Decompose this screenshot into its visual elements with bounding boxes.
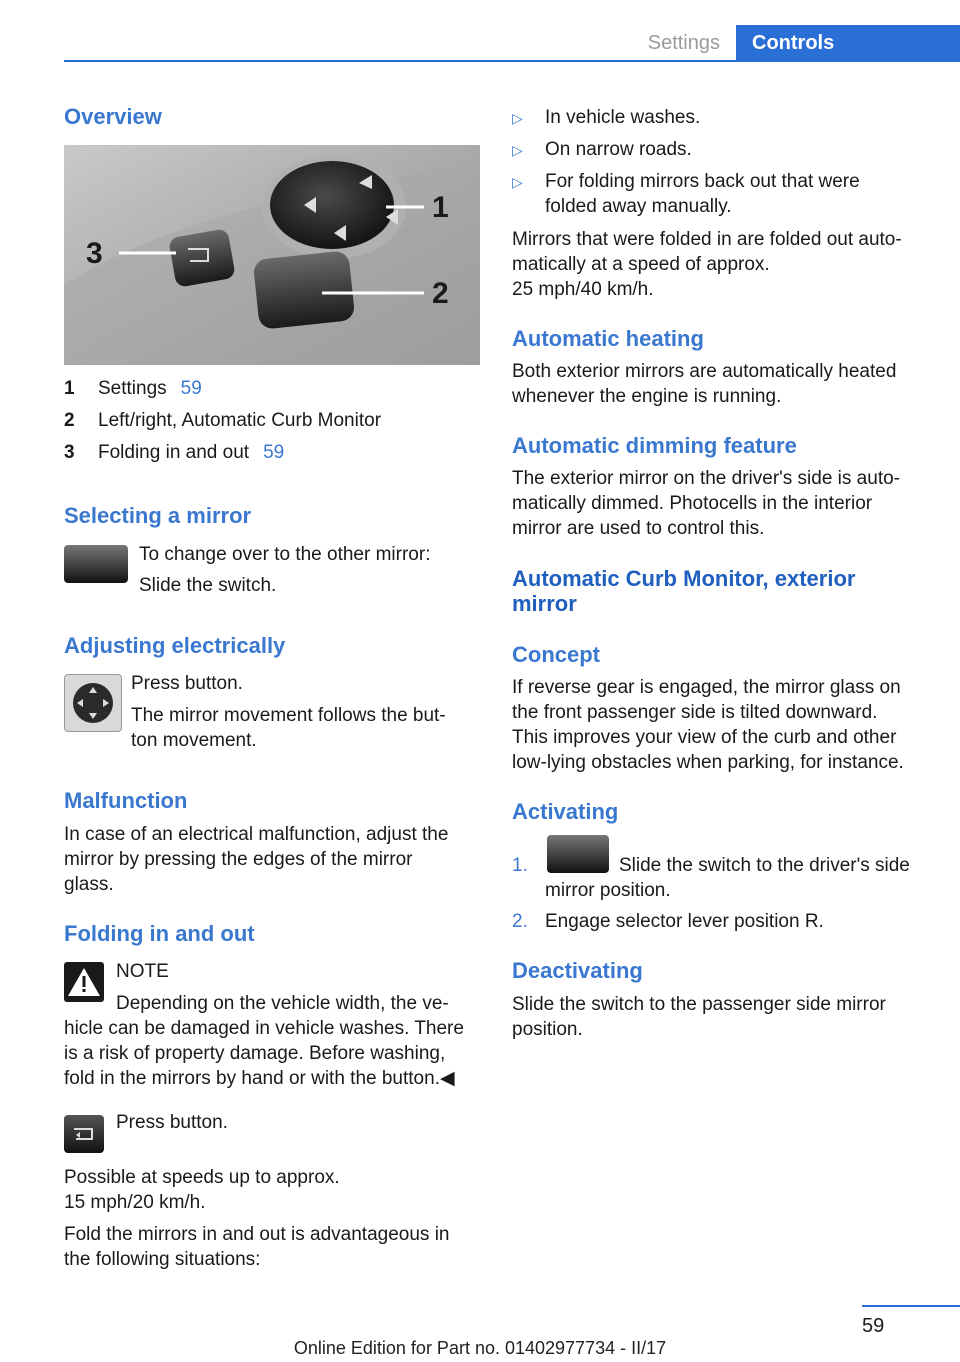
step-text-1: Slide the switch to the driver's side	[619, 855, 910, 876]
mirror-controls-figure	[64, 145, 480, 365]
malfunction-heading: Malfunction	[64, 788, 188, 813]
header-rule	[64, 60, 960, 62]
deactivating-heading: Deactivating	[512, 958, 643, 983]
dimming-heading: Automatic dimming feature	[512, 433, 797, 458]
note-text-3: is a risk of property damage. Before washing,	[64, 1043, 446, 1064]
bullet-triangle-icon: ▷	[512, 110, 523, 126]
mirror-knob-icon	[64, 674, 122, 732]
footer-rule	[862, 1305, 960, 1307]
note-text-1: Depending on the vehicle width, the ve‐	[116, 993, 449, 1014]
list-item	[512, 137, 692, 163]
folded-text-1: Mirrors that were folded in are folded out auto‐	[512, 229, 902, 250]
selecting-line1: To change over to the other mirror:	[139, 544, 431, 565]
situations-text-1: Fold the mirrors in and out is advantageous in	[64, 1224, 450, 1245]
curb-heading-2: mirror	[512, 591, 577, 616]
note-text-2: hicle can be damaged in vehicle washes. There	[64, 1018, 464, 1039]
legend-text: Settings	[98, 378, 167, 399]
legend-text: Folding in and out	[98, 442, 250, 463]
heating-text-2: whenever the engine is running.	[512, 386, 782, 407]
adjusting-line1: Press button.	[131, 673, 243, 694]
folded-text-3: 25 mph/40 km/h.	[512, 279, 654, 300]
legend-text: Left/right, Automatic Curb Monitor	[98, 410, 382, 431]
callout-1: 1	[432, 191, 449, 224]
adjusting-line2a: The mirror movement follows the but‐	[131, 705, 446, 726]
page-number: 59	[862, 1315, 885, 1337]
list-item-text: For folding mirrors back out that were	[545, 171, 860, 192]
situations-text-2: the following situations:	[64, 1249, 261, 1270]
speeds-text-2: 15 mph/20 km/h.	[64, 1192, 206, 1213]
concept-text-2: the front passenger side is tilted downward.	[512, 702, 878, 723]
dimming-text-3: mirror are used to control this.	[512, 518, 765, 539]
page-reference-link[interactable]: 59	[180, 378, 202, 399]
selecting-line2: Slide the switch.	[139, 575, 277, 596]
warning-icon	[64, 962, 104, 1002]
list-item-text: On narrow roads.	[545, 139, 692, 160]
dimming-text-2: matically dimmed. Photocells in the interior	[512, 493, 873, 514]
adjusting-heading: Adjusting electrically	[64, 633, 286, 658]
malfunction-text-1: In case of an electrical malfunction, adjust the	[64, 824, 449, 845]
legend-item	[64, 442, 284, 464]
activating-heading: Activating	[512, 799, 619, 824]
legend-item	[64, 410, 381, 432]
callout-2: 2	[432, 277, 449, 310]
curb-heading-1: Automatic Curb Monitor, exterior	[512, 566, 856, 591]
legend-item	[64, 378, 202, 400]
speeds-text-1: Possible at speeds up to approx.	[64, 1167, 340, 1188]
page-reference-link[interactable]: 59	[263, 442, 285, 463]
header-chapter[interactable]: Controls	[736, 25, 960, 61]
adjusting-line2b: ton movement.	[131, 730, 257, 751]
footer-edition: Online Edition for Part no. 01402977734 - II/17	[293, 1338, 667, 1358]
list-item-text: In vehicle washes.	[545, 107, 701, 128]
bullet-triangle-icon: ▷	[512, 174, 523, 190]
list-item	[512, 105, 700, 131]
legend-number: 3	[64, 442, 75, 463]
list-item	[512, 169, 860, 195]
press-button-text: Press button.	[116, 1112, 228, 1133]
fold-button-icon	[64, 1115, 104, 1153]
concept-text-1: If reverse gear is engaged, the mirror glass on	[512, 677, 901, 698]
concept-text-4: low-lying obstacles when parking, for instance.	[512, 752, 904, 773]
folded-text-2: matically at a speed of approx.	[512, 254, 770, 275]
malfunction-text-3: glass.	[64, 874, 114, 895]
heating-heading: Automatic heating	[512, 326, 704, 351]
legend-number: 1	[64, 378, 75, 399]
overview-heading: Overview	[64, 104, 162, 129]
step-text-1-cont: mirror position.	[545, 880, 671, 901]
deactivating-text-1: Slide the switch to the passenger side mirror	[512, 994, 886, 1015]
step-number: 1.	[512, 855, 528, 876]
header-section[interactable]: Settings	[647, 32, 720, 54]
step-text-2: Engage selector lever position R.	[545, 911, 824, 932]
heating-text-1: Both exterior mirrors are automatically heated	[512, 361, 897, 382]
step-number: 2.	[512, 911, 528, 932]
dimming-text-1: The exterior mirror on the driver's side is auto‐	[512, 468, 900, 489]
list-item-text-cont: folded away manually.	[545, 196, 732, 217]
selecting-heading: Selecting a mirror	[64, 503, 252, 528]
concept-text-3: This improves your view of the curb and other	[512, 727, 897, 748]
folding-heading: Folding in and out	[64, 921, 255, 946]
bullet-triangle-icon: ▷	[512, 142, 523, 158]
deactivating-text-2: position.	[512, 1019, 583, 1040]
switch-icon	[64, 545, 128, 583]
callout-3: 3	[86, 237, 103, 270]
note-text-4: fold in the mirrors by hand or with the button.◀	[64, 1068, 455, 1089]
concept-heading: Concept	[512, 642, 600, 667]
legend-number: 2	[64, 410, 75, 431]
note-label: NOTE	[116, 961, 169, 982]
malfunction-text-2: mirror by pressing the edges of the mirror	[64, 849, 413, 870]
switch-icon	[547, 835, 609, 873]
